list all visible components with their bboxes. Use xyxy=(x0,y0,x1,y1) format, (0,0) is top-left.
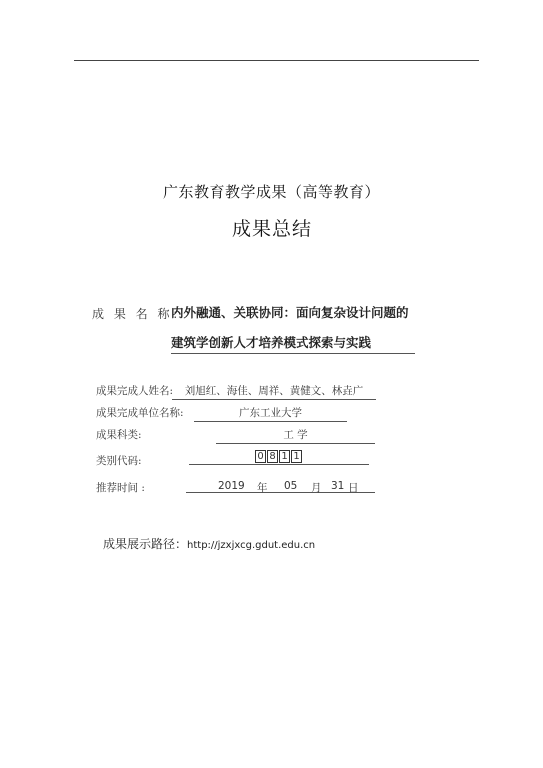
award-title: 广东教育教学成果（高等教育） xyxy=(162,183,380,201)
date-year: 2019 xyxy=(218,480,245,492)
display-path-url[interactable]: http://jzxjxcg.gdut.edu.cn xyxy=(187,540,316,551)
subject-label: 成果科类: xyxy=(96,429,142,441)
top-divider xyxy=(74,60,479,61)
code-digit: 1 xyxy=(279,450,290,463)
project-name-line-2: 建筑学创新人才培养模式探索与实践 xyxy=(171,333,415,354)
completers-value: 刘旭红、海佳、周祥、黄健文、林垚广 xyxy=(172,383,376,400)
date-day: 31 xyxy=(331,480,345,492)
document-title: 成果总结 xyxy=(232,218,313,240)
project-name-line-1: 内外融通、关联协同：面向复杂设计问题的 xyxy=(171,305,409,320)
category-code-field xyxy=(189,450,369,465)
date-year-unit: 年 xyxy=(257,482,268,494)
unit-value: 广东工业大学 xyxy=(194,405,347,422)
category-code-label: 类别代码: xyxy=(96,455,142,467)
unit-label: 成果完成单位名称: xyxy=(96,407,184,419)
display-path xyxy=(103,535,315,552)
subject-value: 工 学 xyxy=(216,427,375,444)
code-digit: 0 xyxy=(255,450,266,463)
recommendation-date xyxy=(186,480,375,493)
code-digit: 1 xyxy=(291,450,302,463)
code-digit: 8 xyxy=(267,450,278,463)
project-name-label: 成 果 名 称： xyxy=(92,307,188,321)
completers-label: 成果完成人姓名: xyxy=(96,385,174,397)
date-label: 推荐时间 : xyxy=(96,482,145,494)
date-month-unit: 月 xyxy=(311,482,322,494)
date-day-unit: 日 xyxy=(348,482,359,494)
display-path-label: 成果展示路径： xyxy=(103,537,188,551)
date-month: 05 xyxy=(284,480,298,492)
